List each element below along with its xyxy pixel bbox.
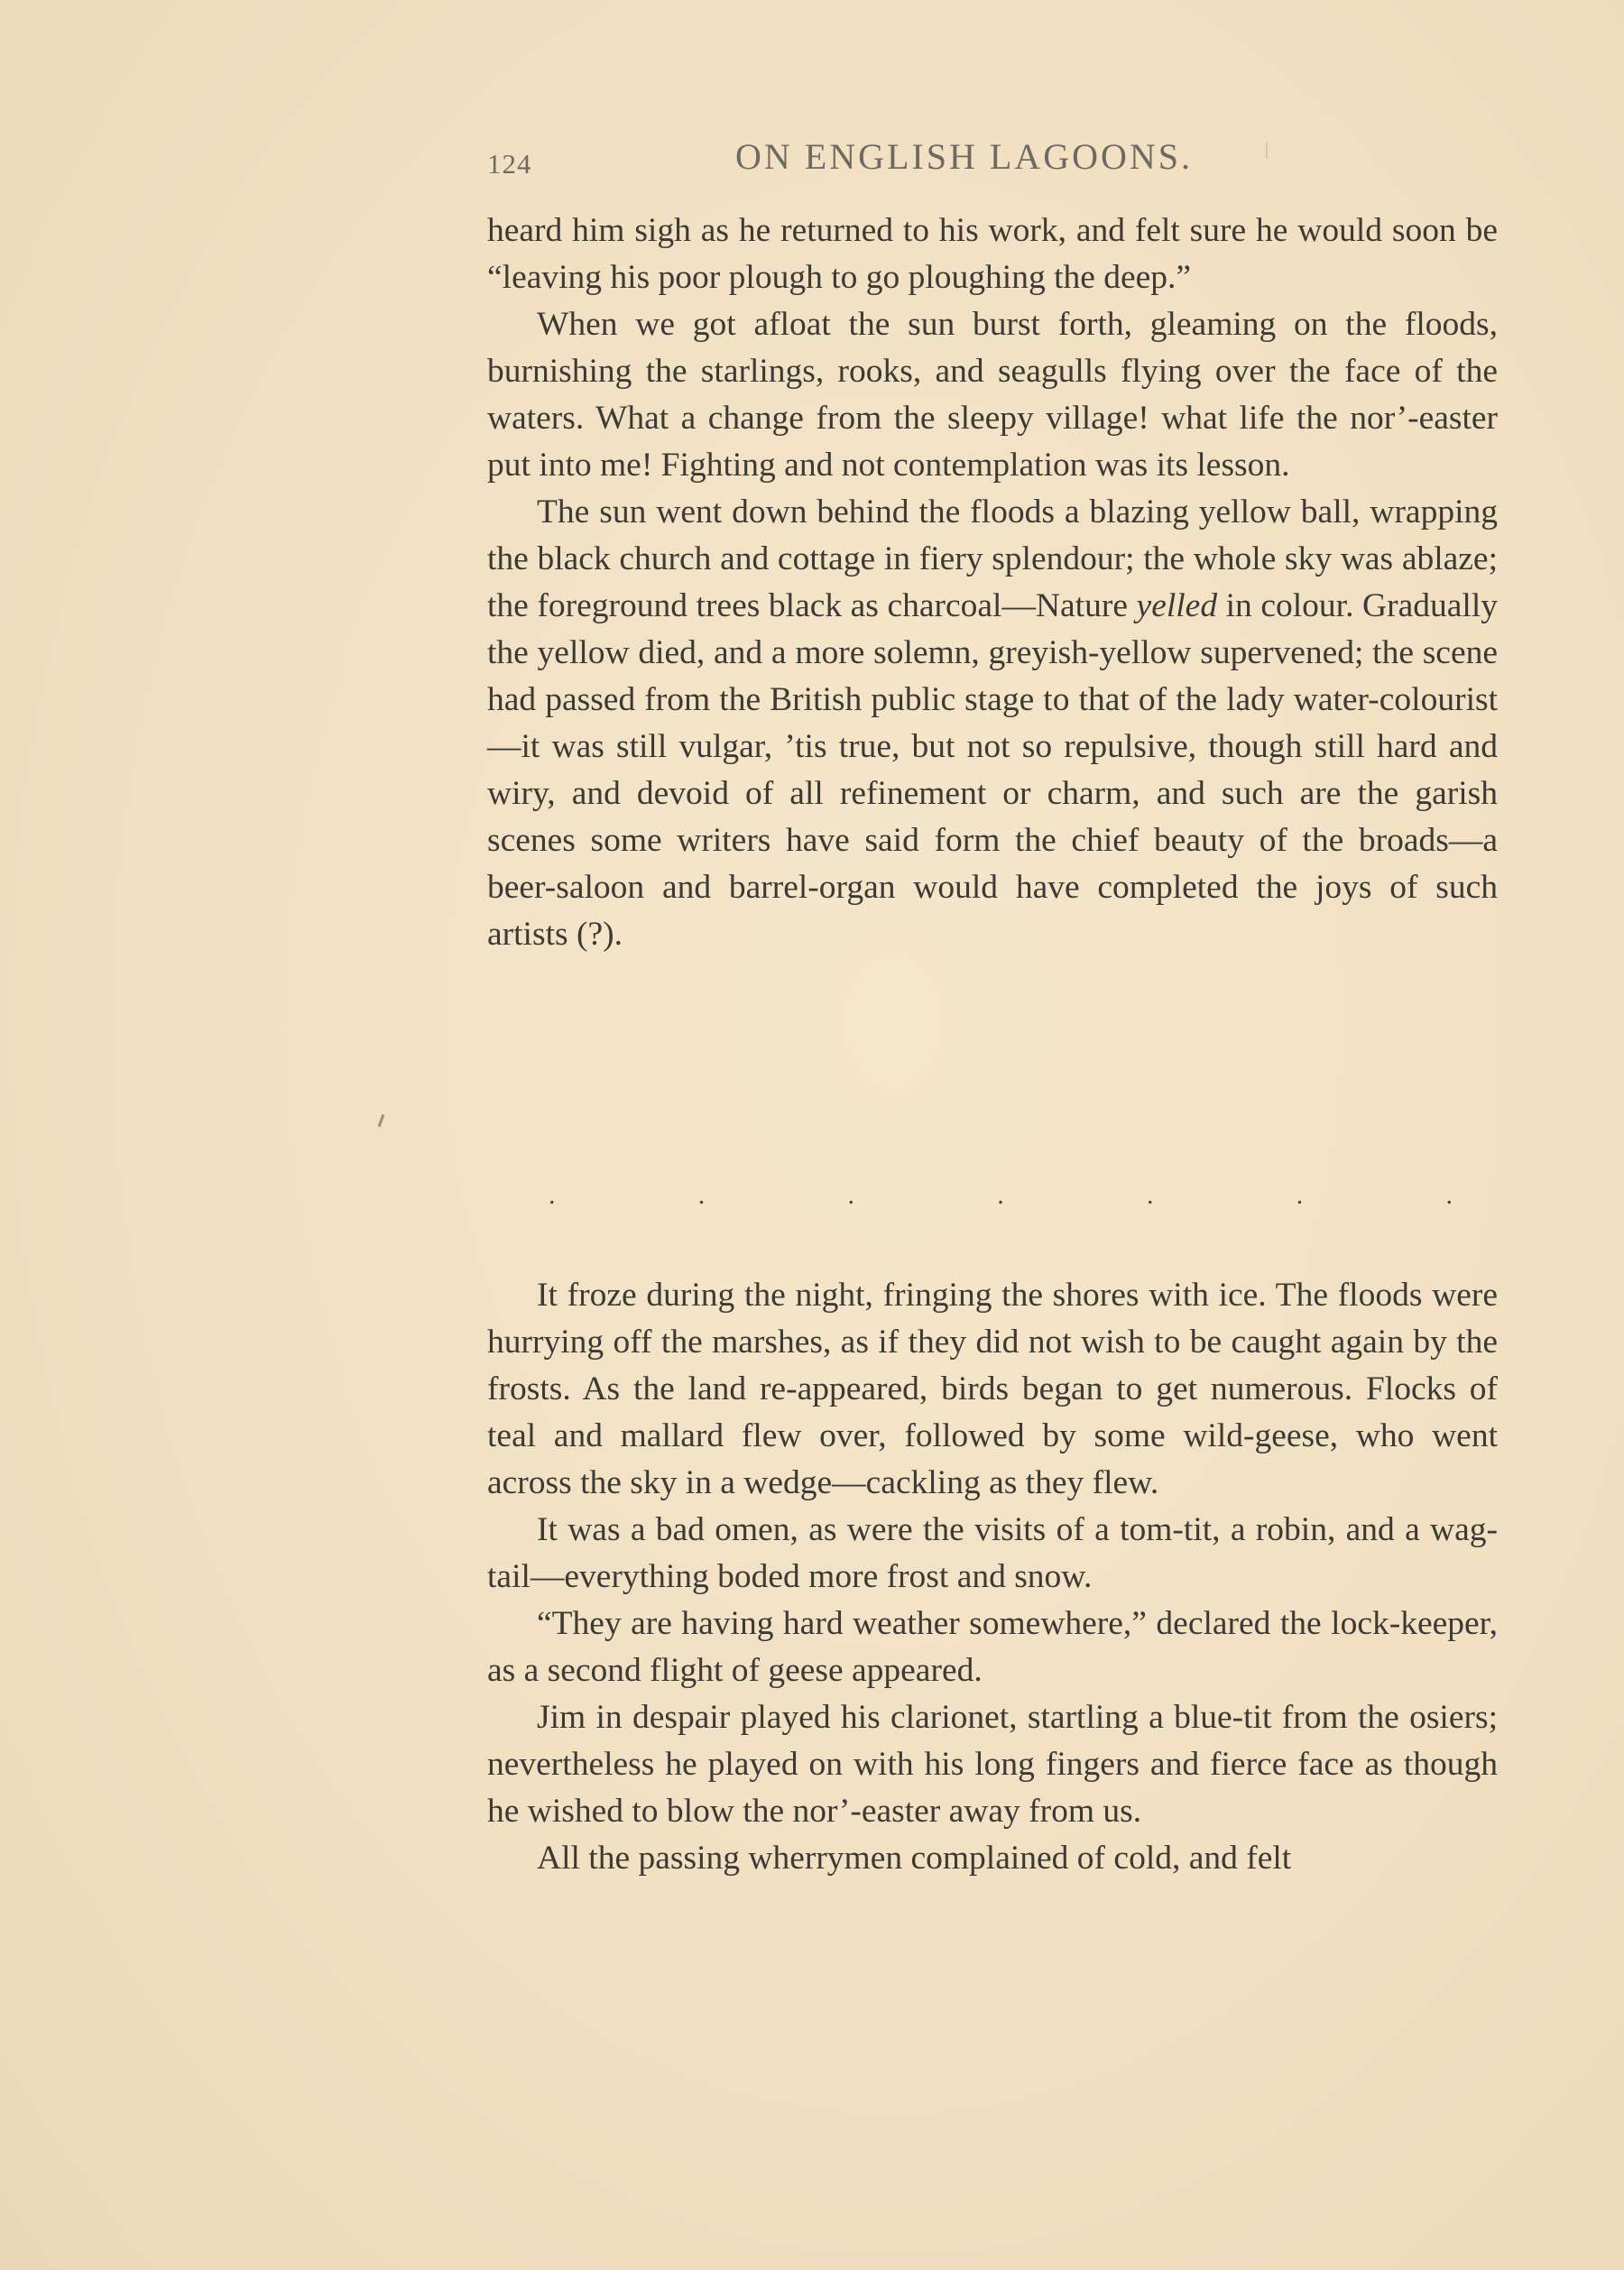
paragraph: It froze during the night, fringing the shores with ice. The floods were hurrying off the marshes, as if they did not wish to be caught again by the frosts. As the land re-appeared, birds began to get numerous. Flocks of teal and mallard flew over, followed by some wild-geese, who went across the sky in a wedge—cackling as they flew. xyxy=(487,1277,1498,1501)
break-dot: . xyxy=(697,1180,706,1210)
paragraph: “They are having hard weather somewhere,” declared the lock-keeper, as a second flight of geese appeared. xyxy=(487,1605,1498,1689)
paragraph: It was a bad omen, as were the visits of a tom-tit, a robin, and a wag-tail—everything boded more frost and snow. xyxy=(487,1511,1498,1595)
paragraph: Jim in despair played his clarionet, startling a blue-tit from the osiers; nevertheless he played on with his long fingers and fierce face as though he wished to blow the nor’-easter away from us. xyxy=(487,1699,1498,1830)
stray-ink-mark xyxy=(378,1114,385,1127)
running-title: ON ENGLISH LAGOONS. xyxy=(735,136,1193,177)
paragraph-sunset xyxy=(487,489,1498,958)
break-dot: . xyxy=(997,1180,1004,1210)
paragraph-text: in colour. Gradually the yellow died, and a more solemn, greyish-yellow supervened; the scene had passed from the British public stage to that of the lady water-colourist—it was still vulgar, ’tis true, but not so repulsive, though still hard and wiry, and devoid of all refinement or charm, and such are the garish scenes some writers have said form the chief beauty of the broads—a beer-saloon and barrel-organ would have completed the joys of such artists (?). xyxy=(487,587,1498,953)
break-dot: . xyxy=(1147,1180,1154,1210)
text-block-lower xyxy=(487,1272,1498,1882)
break-dot: . xyxy=(1296,1180,1304,1210)
break-dot: . xyxy=(1445,1180,1453,1210)
italic-word: yelled xyxy=(1136,587,1218,624)
page-number: 124 xyxy=(487,148,532,180)
section-break xyxy=(487,1180,1498,1210)
printing-mark xyxy=(1266,143,1268,159)
break-dot: . xyxy=(549,1180,556,1210)
break-dot: . xyxy=(847,1180,854,1210)
paragraph-continued: heard him sigh as he returned to his work, and felt sure he would soon be “leaving his poor plough to go ploughing the deep.” xyxy=(487,212,1498,296)
running-head xyxy=(487,135,1498,189)
paragraph: When we got afloat the sun burst forth, gleaming on the floods, burnishing the starlings, rooks, and seagulls flying over the face of the waters. What a change from the sleepy village! what life the nor’-easter put into me! Fighting and not contemplation was its lesson. xyxy=(487,306,1498,484)
text-block-upper xyxy=(487,208,1498,958)
paragraph: All the passing wherrymen complained of cold, and felt xyxy=(537,1840,1292,1877)
paragraph-text: The sun went down behind the floods a blazing yellow ball, wrapping the black church and cottage in fiery splendour; the whole sky was ablaze; the foreground trees black as charcoal—Nature xyxy=(487,494,1498,624)
